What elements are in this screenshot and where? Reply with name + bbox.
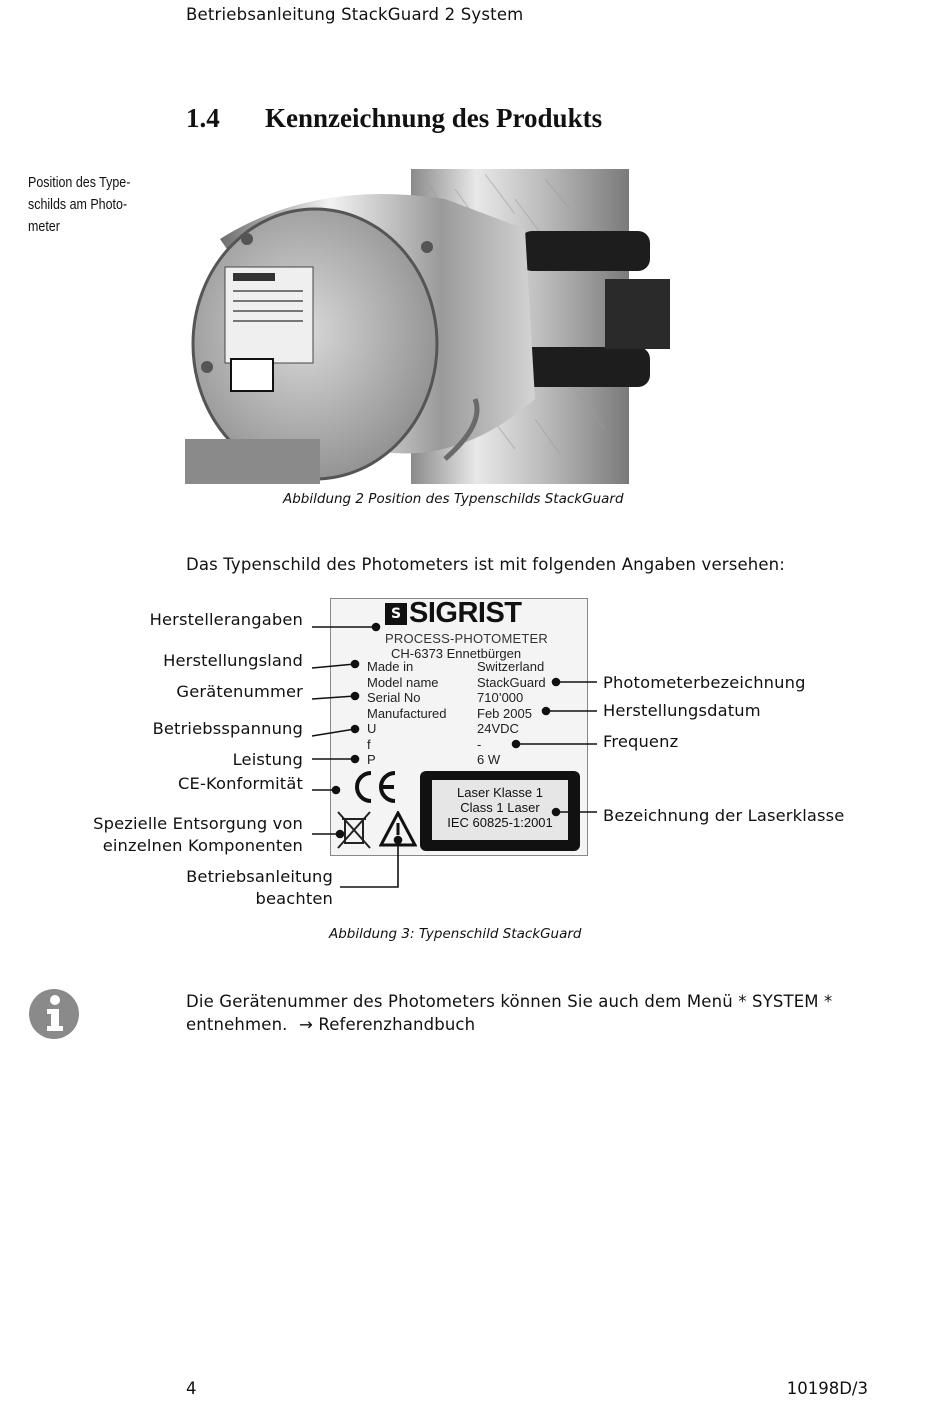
section-title: Kennzeichnung des Produkts	[265, 103, 603, 133]
label-anleitung-line: Betriebsanleitung	[186, 867, 333, 886]
label-anleitung-line: beachten	[255, 889, 333, 908]
label-photometerbezeichnung: Photometerbezeichnung	[603, 673, 806, 692]
plate-key: Model name	[367, 674, 439, 690]
info-line-2a: entnehmen.	[186, 1015, 288, 1034]
label-herstellerangaben: Herstellerangaben	[149, 610, 303, 629]
plate-key: Made in	[367, 659, 414, 674]
label-herstellungsdatum: Herstellungsdatum	[603, 701, 761, 720]
plate-value: 6 W	[477, 752, 501, 767]
warning-triangle-icon	[379, 811, 417, 847]
label-entsorgung-line: einzelnen Komponenten	[102, 836, 303, 855]
figure-3-caption: Abbildung 3: Typenschild StackGuard	[329, 926, 582, 942]
plate-key: U	[367, 721, 377, 736]
plate-subtitle: PROCESS-PHOTOMETER	[385, 631, 548, 646]
type-plate	[330, 598, 588, 856]
plate-key: P	[367, 752, 376, 767]
margin-note-line: Position des Type-	[28, 175, 131, 191]
plate-value: 710’000	[477, 690, 524, 705]
label-betriebsanleitung	[186, 866, 333, 910]
figure-2-caption: Abbildung 2 Position des Typenschilds StackGuard	[283, 491, 624, 507]
label-ce-konformitaet: CE-Konformität	[177, 774, 303, 793]
page-number: 4	[186, 1379, 197, 1398]
running-header: Betriebsanleitung StackGuard 2 System	[186, 5, 524, 24]
plate-address: CH-6373 Ennetbürgen	[391, 646, 522, 661]
plate-value: Feb 2005	[477, 705, 532, 721]
arrow-right-icon: →	[298, 1015, 313, 1034]
label-betriebsspannung: Betriebsspannung	[152, 719, 303, 738]
laser-line: Class 1 Laser	[460, 800, 540, 815]
label-entsorgung	[93, 813, 303, 857]
plate-value: Switzerland	[477, 659, 545, 674]
label-herstellungsland: Herstellungsland	[163, 651, 303, 670]
info-line-2	[186, 1013, 832, 1036]
laser-class-label	[420, 771, 580, 851]
plate-values	[477, 659, 546, 768]
section-number: 1.4	[186, 103, 220, 133]
plate-value: 24VDC	[477, 721, 519, 736]
laser-line: Laser Klasse 1	[457, 785, 543, 800]
label-entsorgung-line: Spezielle Entsorgung von	[93, 814, 303, 833]
info-icon	[28, 988, 80, 1040]
label-frequenz: Frequenz	[603, 732, 679, 751]
sigrist-logo-mark: S	[385, 603, 407, 625]
photometer-photo	[185, 169, 670, 484]
label-leistung: Leistung	[232, 750, 303, 769]
plate-keys	[367, 659, 447, 768]
ce-mark-icon	[349, 769, 401, 805]
info-line-1: Die Gerätenummer des Photometers können Sie auch dem Menü * SYSTEM *	[186, 992, 833, 1011]
intro-text: Das Typenschild des Photometers ist mit folgenden Angaben versehen:	[186, 555, 785, 574]
document-id: 10198D/3	[786, 1379, 868, 1398]
plate-key: Serial No	[367, 690, 421, 705]
plate-key: f	[367, 736, 371, 752]
plate-value: -	[477, 736, 482, 752]
info-text	[186, 990, 832, 1036]
label-geraetenummer: Gerätenummer	[176, 682, 303, 701]
margin-note	[28, 172, 140, 238]
label-laserklasse: Bezeichnung der Laserklasse	[603, 806, 845, 825]
weee-disposal-icon	[335, 809, 373, 851]
laser-line: IEC 60825-1:2001	[447, 815, 553, 830]
margin-note-line: meter	[28, 219, 60, 235]
plate-brand: SIGRIST	[409, 597, 522, 629]
reference-manual-link: Referenzhandbuch	[318, 1015, 476, 1034]
margin-note-line: schilds am Photo-	[28, 197, 128, 213]
plate-key: Manufactured	[367, 705, 447, 721]
plate-value: StackGuard	[477, 674, 546, 690]
